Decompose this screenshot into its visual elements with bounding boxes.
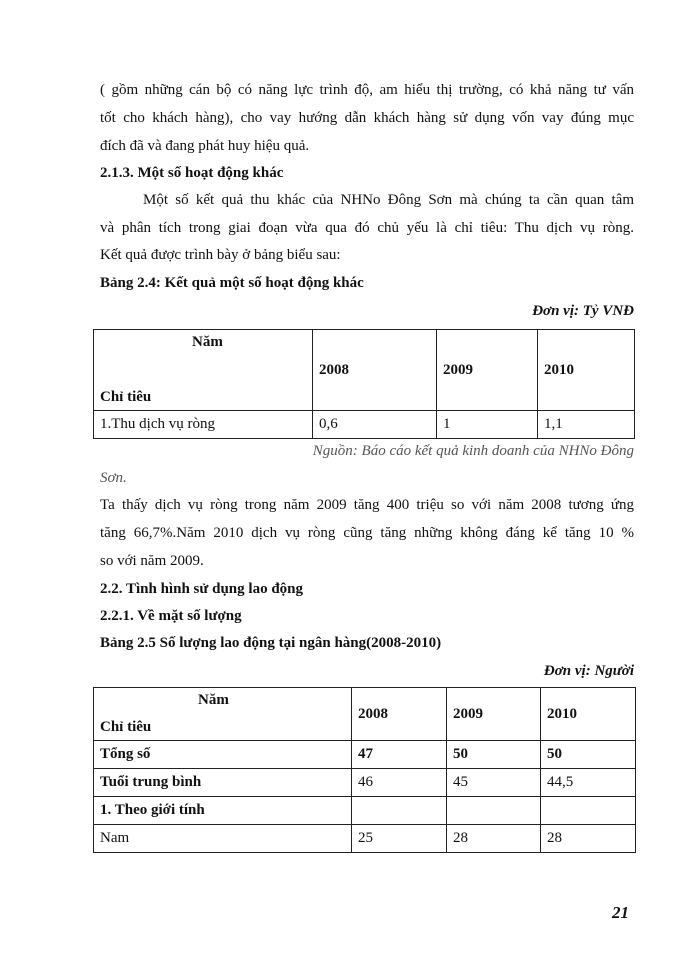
- table-2-cell: 46: [352, 769, 447, 797]
- table-1-source-line-1: Nguồn: Báo cáo kết quả kinh doanh của NHNo Đông: [312, 443, 634, 459]
- table-2-year-2008: 2008: [352, 688, 447, 741]
- table-2-cell: 50: [447, 741, 541, 769]
- paragraph-2-line-2: và phân tích trong giai đoạn vừa qua đó chủ yếu là chỉ tiêu: Thu dịch vụ ròng.: [100, 220, 634, 236]
- table-1-year-2009: 2009: [437, 330, 538, 411]
- heading-2-2-1: 2.2.1. Về mặt số lượng: [100, 608, 242, 624]
- table-1-unit: Đơn vị: Tỷ VNĐ: [532, 303, 634, 319]
- table-2-header-row: [94, 688, 636, 741]
- table-1: [93, 329, 635, 439]
- table-2-row-label: Nam: [94, 825, 352, 853]
- table-2: [93, 687, 636, 853]
- table-2-header-corner: [94, 688, 352, 741]
- table-2-cell: 28: [541, 825, 636, 853]
- table-2-year-2010: 2010: [541, 688, 636, 741]
- table-2-cell: 28: [447, 825, 541, 853]
- table-2-header-year: Năm: [198, 692, 229, 708]
- heading-2-1-3: 2.1.3. Một số hoạt động khác: [100, 165, 284, 181]
- table-1-header-indicator: Chỉ tiêu: [100, 389, 152, 405]
- table-2-cell: 50: [541, 741, 636, 769]
- table-1-header-row: [94, 330, 635, 411]
- heading-2-2: 2.2. Tình hình sử dụng lao động: [100, 581, 303, 597]
- paragraph-1-line-2: tốt cho khách hàng), cho vay hướng dẫn khách hàng sử dụng vốn vay đúng mục: [100, 110, 634, 126]
- table-2-cell: 45: [447, 769, 541, 797]
- table-1-header-year: Năm: [192, 334, 223, 350]
- table-row: [94, 769, 636, 797]
- table-2-row-label: 1. Theo giới tính: [94, 797, 352, 825]
- table-1-caption: Bảng 2.4: Kết quả một số hoạt động khác: [100, 275, 364, 291]
- paragraph-3-line-3: so với năm 2009.: [100, 553, 204, 569]
- table-2-cell: 44,5: [541, 769, 636, 797]
- table-2-cell: 25: [352, 825, 447, 853]
- paragraph-3-line-1: Ta thấy dịch vụ ròng trong năm 2009 tăng 400 triệu so với năm 2008 tương ứng: [100, 497, 634, 513]
- page-number: 21: [612, 903, 629, 922]
- table-1-row-label: 1.Thu dịch vụ ròng: [94, 411, 313, 439]
- table-2-row-label: Tổng số: [94, 741, 352, 769]
- table-2-cell: [541, 797, 636, 825]
- table-2-header-indicator: Chỉ tiêu: [100, 719, 152, 735]
- table-1-year-2008: 2008: [313, 330, 437, 411]
- table-row: [94, 825, 636, 853]
- table-2-unit: Đơn vị: Người: [543, 663, 634, 679]
- table-2-caption: Bảng 2.5 Số lượng lao động tại ngân hàng(2008-2010): [100, 635, 442, 651]
- paragraph-1-line-1: ( gồm những cán bộ có năng lực trình độ, am hiểu thị trường, có khả năng tư vấn: [100, 82, 634, 98]
- table-row: [94, 411, 635, 439]
- table-2-cell: [447, 797, 541, 825]
- paragraph-1-line-3: đích đã và đang phát huy hiệu quả.: [100, 138, 310, 154]
- table-2-row-label: Tuổi trung bình: [94, 769, 352, 797]
- table-1-source-line-2: Sơn.: [100, 470, 127, 486]
- paragraph-3-line-2: tăng 66,7%.Năm 2010 dịch vụ ròng cũng tăng những không đáng kể tăng 10 %: [100, 525, 634, 541]
- table-2-cell: [352, 797, 447, 825]
- table-1-header-corner: [94, 330, 313, 411]
- table-row: [94, 797, 636, 825]
- table-2-year-2009: 2009: [447, 688, 541, 741]
- table-2-cell: 47: [352, 741, 447, 769]
- table-1-cell: 0,6: [313, 411, 437, 439]
- table-1-cell: 1,1: [538, 411, 635, 439]
- table-row: [94, 741, 636, 769]
- table-1-cell: 1: [437, 411, 538, 439]
- paragraph-2-line-1: Một số kết quả thu khác của NHNo Đông Sơn mà chúng ta cần quan tâm: [143, 192, 634, 208]
- table-1-year-2010: 2010: [538, 330, 635, 411]
- paragraph-2-line-3: Kết quả được trình bày ở bảng biểu sau:: [100, 247, 341, 263]
